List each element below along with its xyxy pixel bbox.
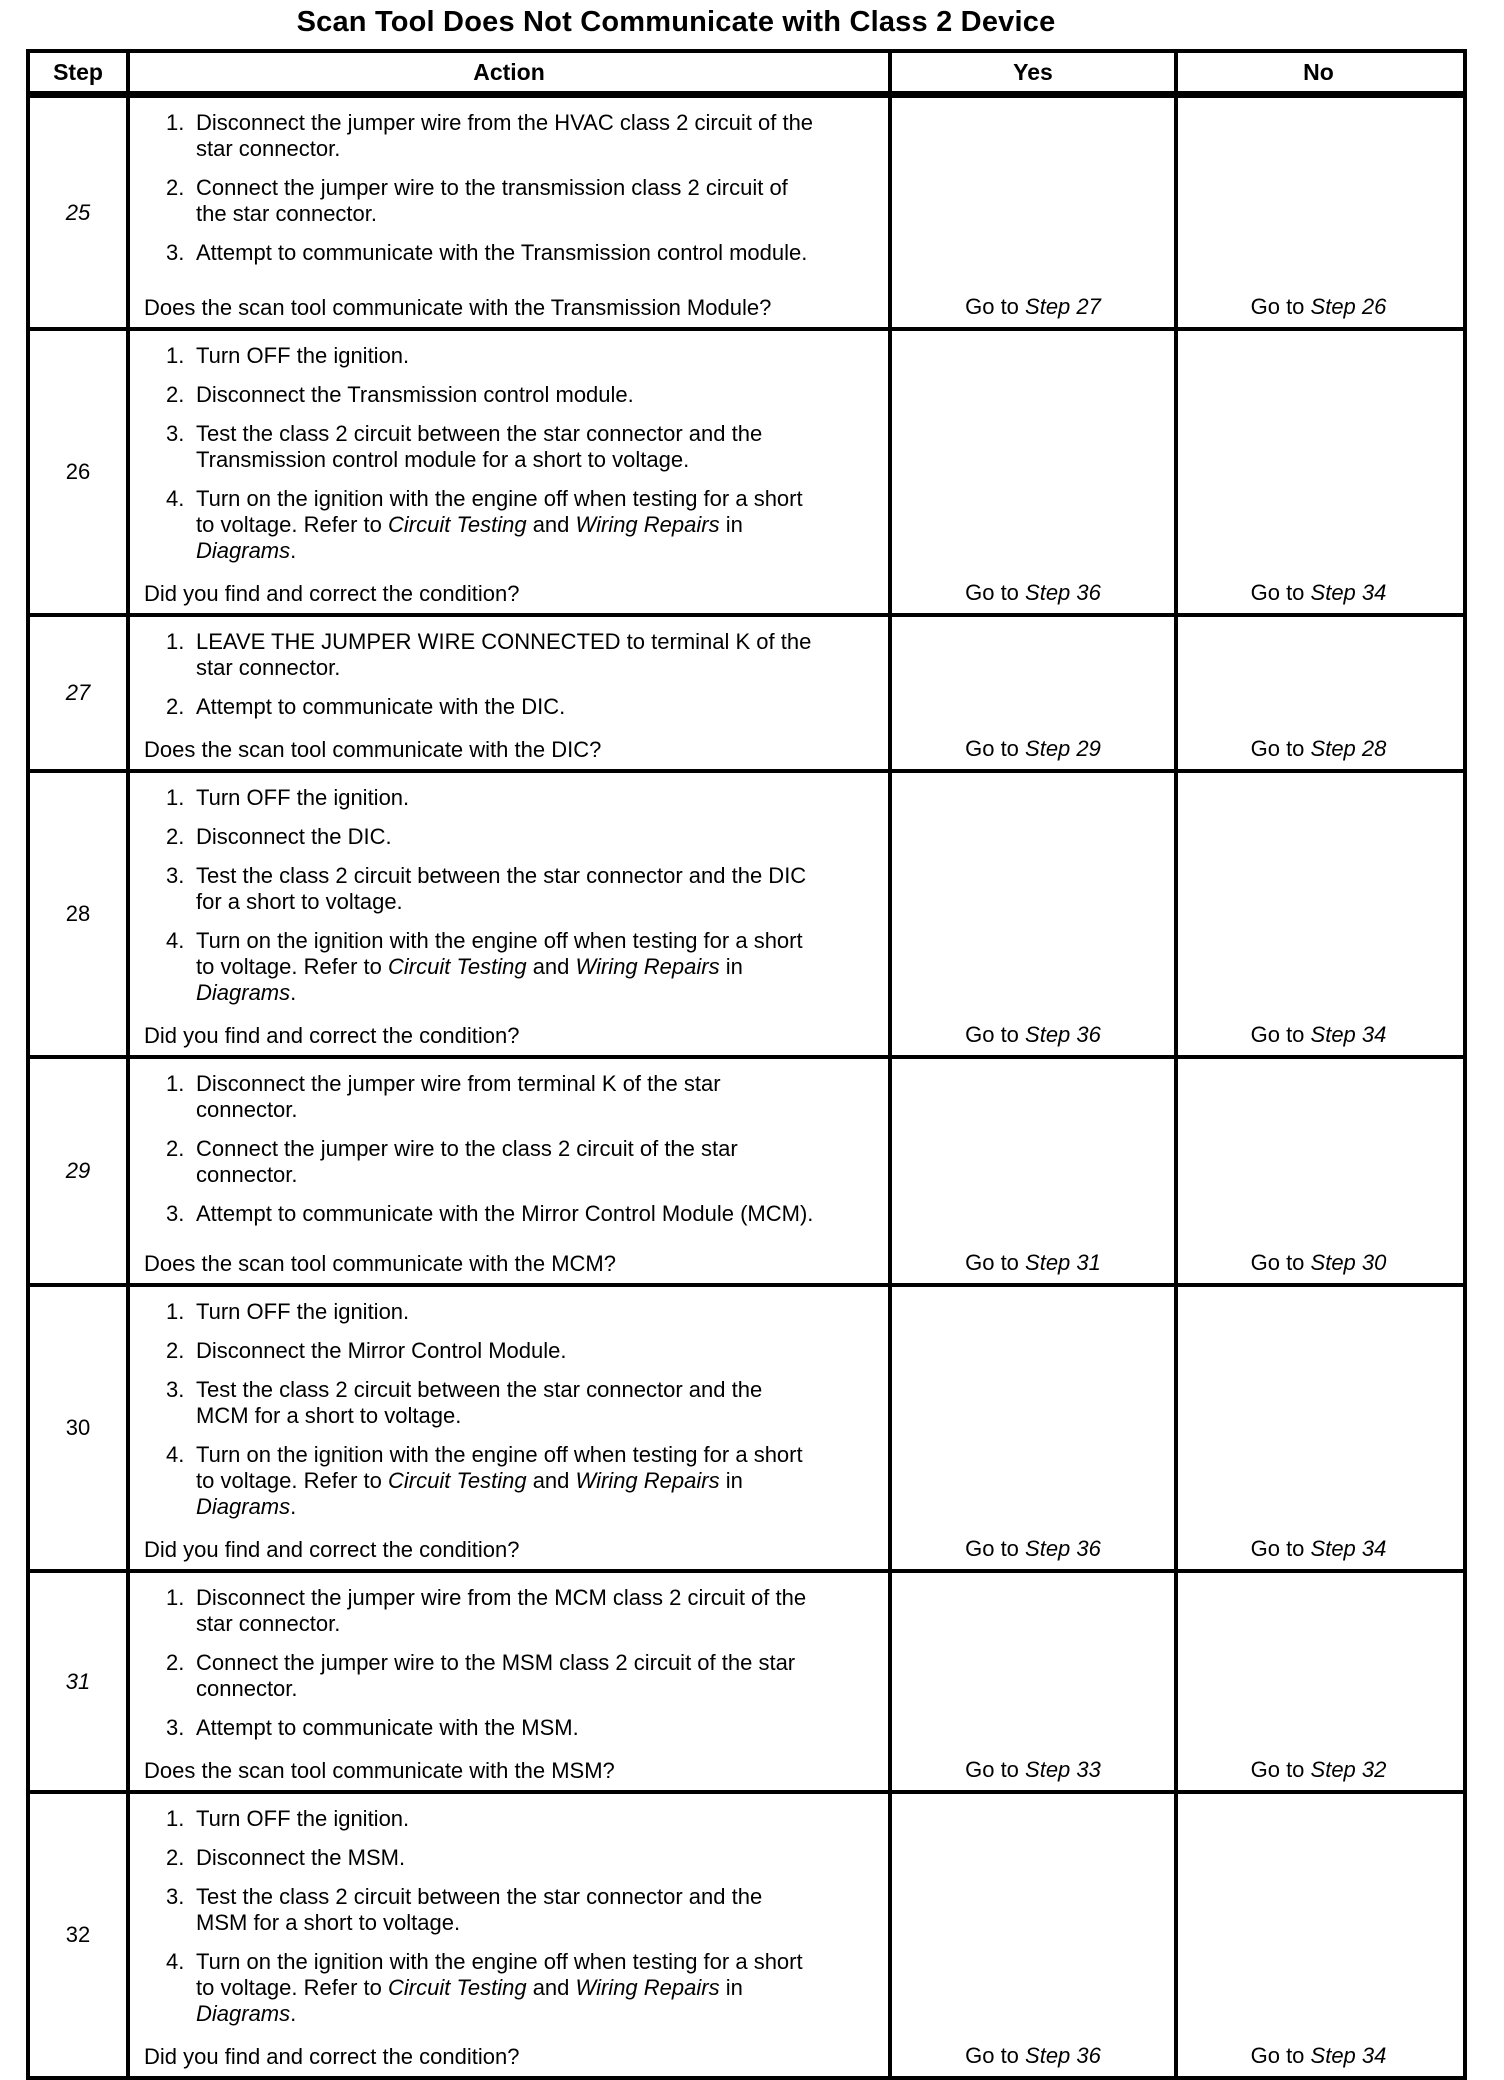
yes-cell bbox=[892, 1287, 1178, 1569]
italic-reference-text: Step 27 bbox=[1025, 294, 1101, 319]
action-list bbox=[166, 785, 878, 1019]
action-text: Go to bbox=[1250, 2043, 1311, 2068]
italic-reference-text: Diagrams bbox=[196, 980, 291, 1005]
action-item-number: 4. bbox=[166, 928, 185, 953]
column-header-yes: Yes bbox=[892, 53, 1178, 91]
action-item-number: 4. bbox=[166, 1442, 185, 1467]
action-item-text bbox=[196, 1715, 579, 1741]
action-cell bbox=[130, 1287, 892, 1569]
action-text: in bbox=[719, 954, 743, 979]
action-text: Go to bbox=[965, 1757, 1026, 1782]
question-text: Does the scan tool communicate with the DIC? bbox=[144, 737, 602, 762]
italic-reference-text: Circuit Testing bbox=[388, 1468, 527, 1493]
action-item-text bbox=[196, 110, 816, 162]
action-item-number: 3. bbox=[166, 1884, 185, 1909]
action-text: Connect the jumper wire to the transmission class 2 circuit of the star connector. bbox=[196, 175, 788, 226]
table-row bbox=[30, 613, 1463, 769]
action-text: . bbox=[290, 980, 297, 1005]
yes-cell bbox=[892, 617, 1178, 769]
italic-reference-text: Step 36 bbox=[1025, 1022, 1101, 1047]
action-item-number: 3. bbox=[166, 863, 185, 888]
step-number: 30 bbox=[65, 1415, 91, 1440]
action-item bbox=[166, 1201, 878, 1227]
action-item-number: 3. bbox=[166, 1715, 185, 1740]
action-item-text bbox=[196, 1338, 566, 1364]
action-text: Attempt to communicate with the Mirror Control Module (MCM). bbox=[196, 1201, 814, 1226]
step-number: 27 bbox=[65, 680, 91, 705]
action-text: Go to bbox=[1250, 1757, 1311, 1782]
action-item-text bbox=[196, 486, 816, 564]
action-item-text bbox=[196, 863, 816, 915]
action-cell bbox=[130, 1573, 892, 1790]
action-item bbox=[166, 175, 878, 227]
action-item-text bbox=[196, 1299, 409, 1325]
action-item-number: 2. bbox=[166, 1136, 185, 1161]
action-text: Disconnect the Mirror Control Module. bbox=[196, 1338, 567, 1363]
action-item bbox=[166, 1071, 878, 1123]
italic-reference-text: Step 31 bbox=[1025, 1250, 1101, 1275]
table-row bbox=[30, 327, 1463, 613]
action-list bbox=[166, 1806, 878, 2040]
italic-reference-text: Circuit Testing bbox=[388, 954, 527, 979]
action-text: . bbox=[290, 1494, 297, 1519]
action-text: LEAVE THE JUMPER WIRE CONNECTED to terminal K of the star connector. bbox=[196, 629, 812, 680]
action-text: Go to bbox=[965, 736, 1026, 761]
no-goto-text bbox=[1251, 1250, 1387, 1276]
action-item-number: 2. bbox=[166, 1650, 185, 1675]
action-item bbox=[166, 1377, 878, 1429]
yes-goto-text bbox=[965, 1250, 1101, 1276]
diagnostic-table bbox=[26, 49, 1467, 2080]
no-goto-text bbox=[1251, 2043, 1387, 2069]
action-item bbox=[166, 785, 878, 811]
question-text: Did you find and correct the condition? bbox=[144, 1023, 520, 1048]
table-row bbox=[30, 1055, 1463, 1283]
action-text: in bbox=[719, 1468, 743, 1493]
action-text: Connect the jumper wire to the class 2 circuit of the star connector. bbox=[196, 1136, 738, 1187]
action-item bbox=[166, 1884, 878, 1936]
action-text: Test the class 2 circuit between the star connector and the MCM for a short to voltage. bbox=[196, 1377, 763, 1428]
action-item-text bbox=[196, 1585, 816, 1637]
action-item bbox=[166, 824, 878, 850]
no-cell bbox=[1178, 617, 1459, 769]
action-item-text bbox=[196, 421, 816, 473]
question-text: Did you find and correct the condition? bbox=[144, 2044, 520, 2069]
step-cell bbox=[30, 773, 130, 1055]
action-item-number: 2. bbox=[166, 175, 185, 200]
step-cell bbox=[30, 1059, 130, 1283]
column-header-no: No bbox=[1303, 58, 1334, 85]
action-item bbox=[166, 694, 878, 720]
question-text: Does the scan tool communicate with the MSM? bbox=[144, 1758, 615, 1783]
action-text: Test the class 2 circuit between the star connector and the Transmission control module for a short to voltage. bbox=[196, 421, 763, 472]
yes-goto-text bbox=[965, 2043, 1101, 2069]
action-list bbox=[166, 343, 878, 577]
italic-reference-text: Step 26 bbox=[1310, 294, 1387, 319]
italic-reference-text: Wiring Repairs bbox=[575, 512, 720, 537]
step-cell bbox=[30, 331, 130, 613]
action-text: Go to bbox=[965, 1022, 1026, 1047]
action-list bbox=[166, 1585, 878, 1754]
action-text: Turn on the ignition with the engine off when testing for a short to voltage. Refer to bbox=[196, 486, 803, 537]
action-item bbox=[166, 1949, 878, 2027]
action-text: Go to bbox=[1250, 580, 1311, 605]
no-goto-text bbox=[1251, 294, 1387, 320]
italic-reference-text: Step 36 bbox=[1025, 1536, 1101, 1561]
yes-cell bbox=[892, 1573, 1178, 1790]
action-item bbox=[166, 382, 878, 408]
action-text: Disconnect the jumper wire from the HVAC class 2 circuit of the star connector. bbox=[196, 110, 814, 161]
action-text: Go to bbox=[965, 1250, 1026, 1275]
action-text: Disconnect the jumper wire from the MCM class 2 circuit of the star connector. bbox=[196, 1585, 807, 1636]
italic-reference-text: Wiring Repairs bbox=[575, 1468, 720, 1493]
action-item-number: 3. bbox=[166, 421, 185, 446]
step-number: 28 bbox=[65, 901, 91, 926]
question-text: Did you find and correct the condition? bbox=[144, 1537, 520, 1562]
table-row bbox=[30, 94, 1463, 327]
italic-reference-text: Wiring Repairs bbox=[575, 954, 720, 979]
action-item-number: 1. bbox=[166, 343, 185, 368]
action-item bbox=[166, 1845, 878, 1871]
table-header-row bbox=[30, 53, 1463, 94]
yes-cell bbox=[892, 98, 1178, 327]
action-text: Go to bbox=[965, 2043, 1026, 2068]
action-item bbox=[166, 1806, 878, 1832]
table-row bbox=[30, 1569, 1463, 1790]
action-text: Test the class 2 circuit between the star connector and the MSM for a short to voltage. bbox=[196, 1884, 763, 1935]
action-item-text bbox=[196, 1845, 405, 1871]
action-list bbox=[166, 629, 878, 733]
action-item-text bbox=[196, 175, 816, 227]
step-number: 32 bbox=[65, 1922, 91, 1947]
action-text: Attempt to communicate with the DIC. bbox=[196, 694, 566, 719]
yes-cell bbox=[892, 331, 1178, 613]
action-item-number: 4. bbox=[166, 486, 185, 511]
yes-goto-text bbox=[965, 1022, 1101, 1048]
action-text: . bbox=[290, 2001, 297, 2026]
action-item-text bbox=[196, 1201, 813, 1227]
step-cell bbox=[30, 617, 130, 769]
step-number: 31 bbox=[65, 1668, 91, 1694]
no-cell bbox=[1178, 98, 1459, 327]
italic-reference-text: Step 36 bbox=[1025, 580, 1101, 605]
action-item-number: 1. bbox=[166, 110, 185, 135]
action-item bbox=[166, 928, 878, 1006]
step-cell bbox=[30, 1573, 130, 1790]
action-text: in bbox=[719, 512, 743, 537]
column-header-step: Step bbox=[30, 53, 130, 91]
action-text: Go to bbox=[965, 294, 1026, 319]
action-cell bbox=[130, 1794, 892, 2076]
table-row bbox=[30, 769, 1463, 1055]
action-list bbox=[166, 1071, 878, 1240]
action-item-number: 1. bbox=[166, 1585, 185, 1610]
action-list bbox=[166, 110, 878, 279]
step-number: 25 bbox=[65, 199, 91, 225]
action-item-text bbox=[196, 1949, 816, 2027]
action-text: and bbox=[526, 1975, 576, 2000]
italic-reference-text: Step 34 bbox=[1310, 1022, 1387, 1047]
no-cell bbox=[1178, 1573, 1459, 1790]
no-cell bbox=[1178, 1794, 1459, 2076]
action-text: and bbox=[526, 512, 576, 537]
action-item bbox=[166, 1338, 878, 1364]
action-item-number: 3. bbox=[166, 240, 185, 265]
action-item-number: 2. bbox=[166, 1845, 185, 1870]
action-cell bbox=[130, 773, 892, 1055]
action-item bbox=[166, 421, 878, 473]
page-title: Scan Tool Does Not Communicate with Class 2 Device bbox=[296, 6, 1056, 38]
table-row bbox=[30, 1283, 1463, 1569]
action-item-number: 1. bbox=[166, 1806, 185, 1831]
action-item-text bbox=[196, 1650, 816, 1702]
action-text: Attempt to communicate with the MSM. bbox=[196, 1715, 579, 1740]
action-item-number: 2. bbox=[166, 824, 185, 849]
action-item-number: 2. bbox=[166, 382, 185, 407]
action-text: Connect the jumper wire to the MSM class 2 circuit of the star connector. bbox=[196, 1650, 796, 1701]
italic-reference-text: Step 34 bbox=[1310, 1536, 1387, 1561]
action-item bbox=[166, 863, 878, 915]
italic-reference-text: Wiring Repairs bbox=[575, 1975, 720, 2000]
yes-goto-text bbox=[965, 736, 1101, 762]
action-item-number: 1. bbox=[166, 1299, 185, 1324]
yes-cell bbox=[892, 1794, 1178, 2076]
action-item-text bbox=[196, 1136, 816, 1188]
action-item-number: 2. bbox=[166, 694, 185, 719]
action-item-text bbox=[196, 1884, 816, 1936]
action-item bbox=[166, 343, 878, 369]
action-cell bbox=[130, 1059, 892, 1283]
italic-reference-text: Circuit Testing bbox=[388, 512, 527, 537]
italic-reference-text: Circuit Testing bbox=[388, 1975, 527, 2000]
action-item-text bbox=[196, 785, 409, 811]
action-item bbox=[166, 1715, 878, 1741]
action-text: Turn OFF the ignition. bbox=[196, 343, 410, 368]
action-item-text bbox=[196, 629, 816, 681]
action-item bbox=[166, 1136, 878, 1188]
action-text: Go to bbox=[1250, 1536, 1311, 1561]
action-text: . bbox=[290, 538, 297, 563]
no-cell bbox=[1178, 1287, 1459, 1569]
italic-reference-text: Step 29 bbox=[1025, 736, 1101, 761]
action-item-number: 1. bbox=[166, 629, 185, 654]
yes-cell bbox=[892, 773, 1178, 1055]
no-goto-text bbox=[1251, 736, 1387, 762]
action-item-text bbox=[196, 1071, 816, 1123]
action-item-text bbox=[196, 1377, 816, 1429]
action-item bbox=[166, 240, 878, 266]
no-cell bbox=[1178, 1059, 1459, 1283]
no-cell bbox=[1178, 773, 1459, 1055]
action-text: Go to bbox=[1250, 294, 1311, 319]
no-goto-text bbox=[1251, 1757, 1387, 1783]
action-text: Go to bbox=[965, 1536, 1026, 1561]
no-goto-text bbox=[1251, 1536, 1387, 1562]
action-item bbox=[166, 1585, 878, 1637]
action-text: and bbox=[526, 1468, 576, 1493]
action-cell bbox=[130, 98, 892, 327]
italic-reference-text: Step 34 bbox=[1310, 580, 1387, 605]
action-item-number: 3. bbox=[166, 1377, 185, 1402]
question-text: Did you find and correct the condition? bbox=[144, 581, 520, 606]
action-text: Turn OFF the ignition. bbox=[196, 1299, 410, 1324]
action-item-number: 4. bbox=[166, 1949, 185, 1974]
no-goto-text bbox=[1251, 1022, 1387, 1048]
italic-reference-text: Diagrams bbox=[196, 538, 291, 563]
action-list bbox=[166, 1299, 878, 1533]
action-item bbox=[166, 1442, 878, 1520]
yes-goto-text bbox=[965, 1536, 1101, 1562]
step-number: 29 bbox=[65, 1158, 91, 1183]
action-text: Turn on the ignition with the engine off when testing for a short to voltage. Refer to bbox=[196, 1949, 803, 2000]
yes-goto-text bbox=[965, 580, 1101, 606]
action-item-number: 2. bbox=[166, 1338, 185, 1363]
action-text: in bbox=[719, 1975, 743, 2000]
action-text: Turn OFF the ignition. bbox=[196, 1806, 410, 1831]
action-item-text bbox=[196, 240, 807, 266]
action-item-text bbox=[196, 824, 392, 850]
action-item bbox=[166, 1650, 878, 1702]
action-text: Test the class 2 circuit between the star connector and the DIC for a short to voltage. bbox=[196, 863, 807, 914]
table-row bbox=[30, 1790, 1463, 2076]
action-text: Disconnect the jumper wire from terminal K of the star connector. bbox=[196, 1071, 721, 1122]
yes-goto-text bbox=[965, 1757, 1101, 1783]
action-text: Go to bbox=[965, 580, 1026, 605]
action-text: Disconnect the Transmission control module. bbox=[196, 382, 634, 407]
italic-reference-text: Step 36 bbox=[1025, 2043, 1101, 2068]
italic-reference-text: Diagrams bbox=[196, 1494, 291, 1519]
action-text: Turn on the ignition with the engine off when testing for a short to voltage. Refer to bbox=[196, 1442, 803, 1493]
step-number: 26 bbox=[65, 459, 91, 484]
no-goto-text bbox=[1251, 580, 1387, 606]
action-item bbox=[166, 486, 878, 564]
action-text: Turn OFF the ignition. bbox=[196, 785, 410, 810]
action-item bbox=[166, 1299, 878, 1325]
italic-reference-text: Step 34 bbox=[1310, 2043, 1387, 2068]
action-item-text bbox=[196, 928, 816, 1006]
question-text: Does the scan tool communicate with the MCM? bbox=[144, 1251, 616, 1276]
step-cell bbox=[30, 98, 130, 327]
action-item-text bbox=[196, 1806, 409, 1832]
action-text: Disconnect the DIC. bbox=[196, 824, 392, 849]
yes-goto-text bbox=[965, 294, 1101, 320]
step-cell bbox=[30, 1287, 130, 1569]
action-text: Disconnect the MSM. bbox=[196, 1845, 406, 1870]
action-item-number: 3. bbox=[166, 1201, 185, 1226]
action-item-number: 1. bbox=[166, 1071, 185, 1096]
action-item-text bbox=[196, 343, 409, 369]
action-text: Attempt to communicate with the Transmission control module. bbox=[196, 240, 808, 265]
action-cell bbox=[130, 617, 892, 769]
italic-reference-text: Step 28 bbox=[1310, 736, 1387, 761]
action-text: Go to bbox=[1250, 1250, 1311, 1275]
italic-reference-text: Diagrams bbox=[196, 2001, 291, 2026]
action-item bbox=[166, 110, 878, 162]
table-body bbox=[30, 94, 1463, 2076]
italic-reference-text: Step 33 bbox=[1025, 1757, 1101, 1782]
question-text: Does the scan tool communicate with the Transmission Module? bbox=[144, 295, 772, 320]
action-text: and bbox=[526, 954, 576, 979]
action-cell bbox=[130, 331, 892, 613]
italic-reference-text: Step 30 bbox=[1310, 1250, 1387, 1275]
action-text: Go to bbox=[1250, 1022, 1311, 1047]
action-item-number: 1. bbox=[166, 785, 185, 810]
no-cell bbox=[1178, 331, 1459, 613]
action-item-text bbox=[196, 382, 634, 408]
yes-cell bbox=[892, 1059, 1178, 1283]
step-cell bbox=[30, 1794, 130, 2076]
action-item bbox=[166, 629, 878, 681]
action-text: Go to bbox=[1250, 736, 1311, 761]
action-text: Turn on the ignition with the engine off when testing for a short to voltage. Refer to bbox=[196, 928, 803, 979]
column-header-action: Action bbox=[130, 53, 892, 91]
action-item-text bbox=[196, 1442, 816, 1520]
italic-reference-text: Step 32 bbox=[1310, 1757, 1387, 1782]
action-item-text bbox=[196, 694, 565, 720]
